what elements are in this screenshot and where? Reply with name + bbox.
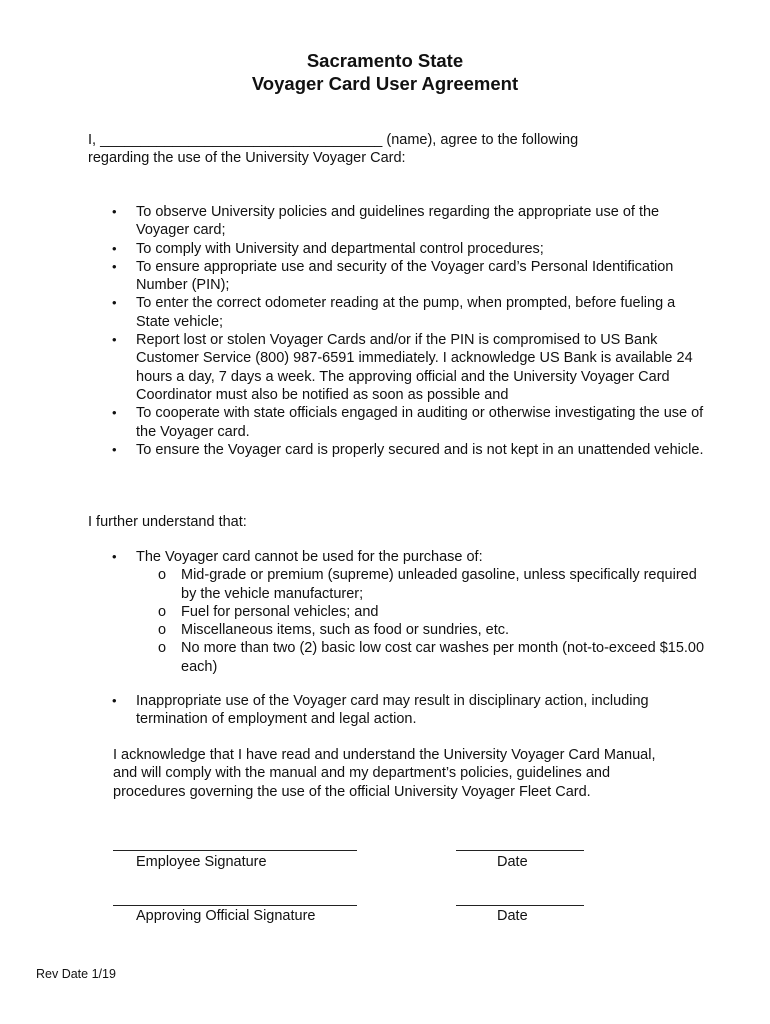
agreement-item-text: To enter the correct odometer reading at the pump, when prompted, before fueling a State vehicle; [136,295,676,330]
bullet-icon: • [112,693,117,708]
consequence-text: Inappropriate use of the Voyager card may result in disciplinary action, including termination of employment and legal action. [136,693,649,728]
agreement-item-text: To ensure the Voyager card is properly secured and is not kept in an unattended vehicle. [136,441,704,458]
acknowledgement-line: and will comply with the manual and my department’s policies, guidelines and [113,765,611,782]
sub-bullet-icon: o [158,640,167,657]
approver-date-line[interactable] [456,905,584,906]
agreement-list [88,203,708,459]
bullet-icon: • [112,295,117,311]
employee-signature-label: Employee Signature [136,854,267,870]
list-item [88,240,708,258]
list-item [88,294,708,331]
document-title-agreement: Voyager Card User Agreement [251,73,519,94]
approver-signature-line[interactable] [113,905,357,906]
restriction-item-text: No more than two (2) basic low cost car washes per month (not-to-exceed $15.00 each) [181,640,705,675]
agreement-item-text: To observe University policies and guidelines regarding the appropriate use of the Voyager card; [136,204,660,239]
sub-bullet-icon: o [158,603,167,620]
consequence-list [88,692,708,729]
document-title-institution: Sacramento State [306,50,464,71]
list-item [88,441,708,459]
employee-date-label: Date [497,854,528,870]
restriction-list [88,548,708,676]
bullet-icon: • [112,240,117,256]
restriction-sub-list [136,566,708,676]
list-item [88,692,708,729]
list-item [88,548,708,676]
approver-date-label: Date [497,908,528,924]
restriction-item-text: Miscellaneous items, such as food or sundries, etc. [181,622,510,639]
bullet-icon: • [112,258,117,274]
list-item [88,404,708,441]
employee-date-line[interactable] [456,850,584,851]
bullet-icon: • [112,405,117,421]
agreement-item-text: To ensure appropriate use and security of the Voyager card’s Personal Identification Number (PIN); [136,258,674,294]
sub-bullet-icon: o [158,622,167,639]
bullet-icon: • [112,332,117,348]
restriction-item-text: Fuel for personal vehicles; and [181,603,379,620]
agreement-item-text: Report lost or stolen Voyager Cards and/or if the PIN is compromised to US Bank Customer Service (800) 987-6591 immediately. I acknowledge US Bank is available 24 hours a day, 7 days a week. The approving official and the University Voyager Card Coordinator must also be notified as soon as possible and [136,332,693,403]
list-item [88,203,708,240]
list-item [88,258,708,295]
agreement-item-text: To comply with University and departmental control procedures; [136,240,544,257]
further-understand-heading: I further understand that: [88,514,247,530]
employee-signature-line[interactable] [113,850,357,851]
bullet-icon: • [112,441,117,457]
list-item [136,621,708,639]
list-item [88,331,708,404]
bullet-icon: • [112,549,117,564]
intro-name-line: I, ___________________________________ (name), agree to the following [88,132,579,148]
list-item [136,603,708,621]
acknowledgement-paragraph [113,746,713,801]
list-item [136,566,708,603]
acknowledgement-line: I acknowledge that I have read and understand the University Voyager Card Manual, [113,747,656,763]
restriction-item-text: Mid-grade or premium (supreme) unleaded gasoline, unless specifically required by the vehicle manufacturer; [181,567,697,602]
acknowledgement-line: procedures governing the use of the official University Voyager Fleet Card. [113,783,591,800]
bullet-icon: • [112,204,117,219]
approver-signature-label: Approving Official Signature [136,908,316,924]
agreement-item-text: To cooperate with state officials engaged in auditing or otherwise investigating the use of the Voyager card. [136,405,704,440]
intro-statement [88,131,708,168]
intro-scope-line: regarding the use of the University Voyager Card: [88,150,406,167]
revision-date: Rev Date 1/19 [36,967,116,981]
sub-bullet-icon: o [158,567,167,584]
restriction-lead-text: The Voyager card cannot be used for the purchase of: [136,549,483,565]
list-item [136,639,708,676]
